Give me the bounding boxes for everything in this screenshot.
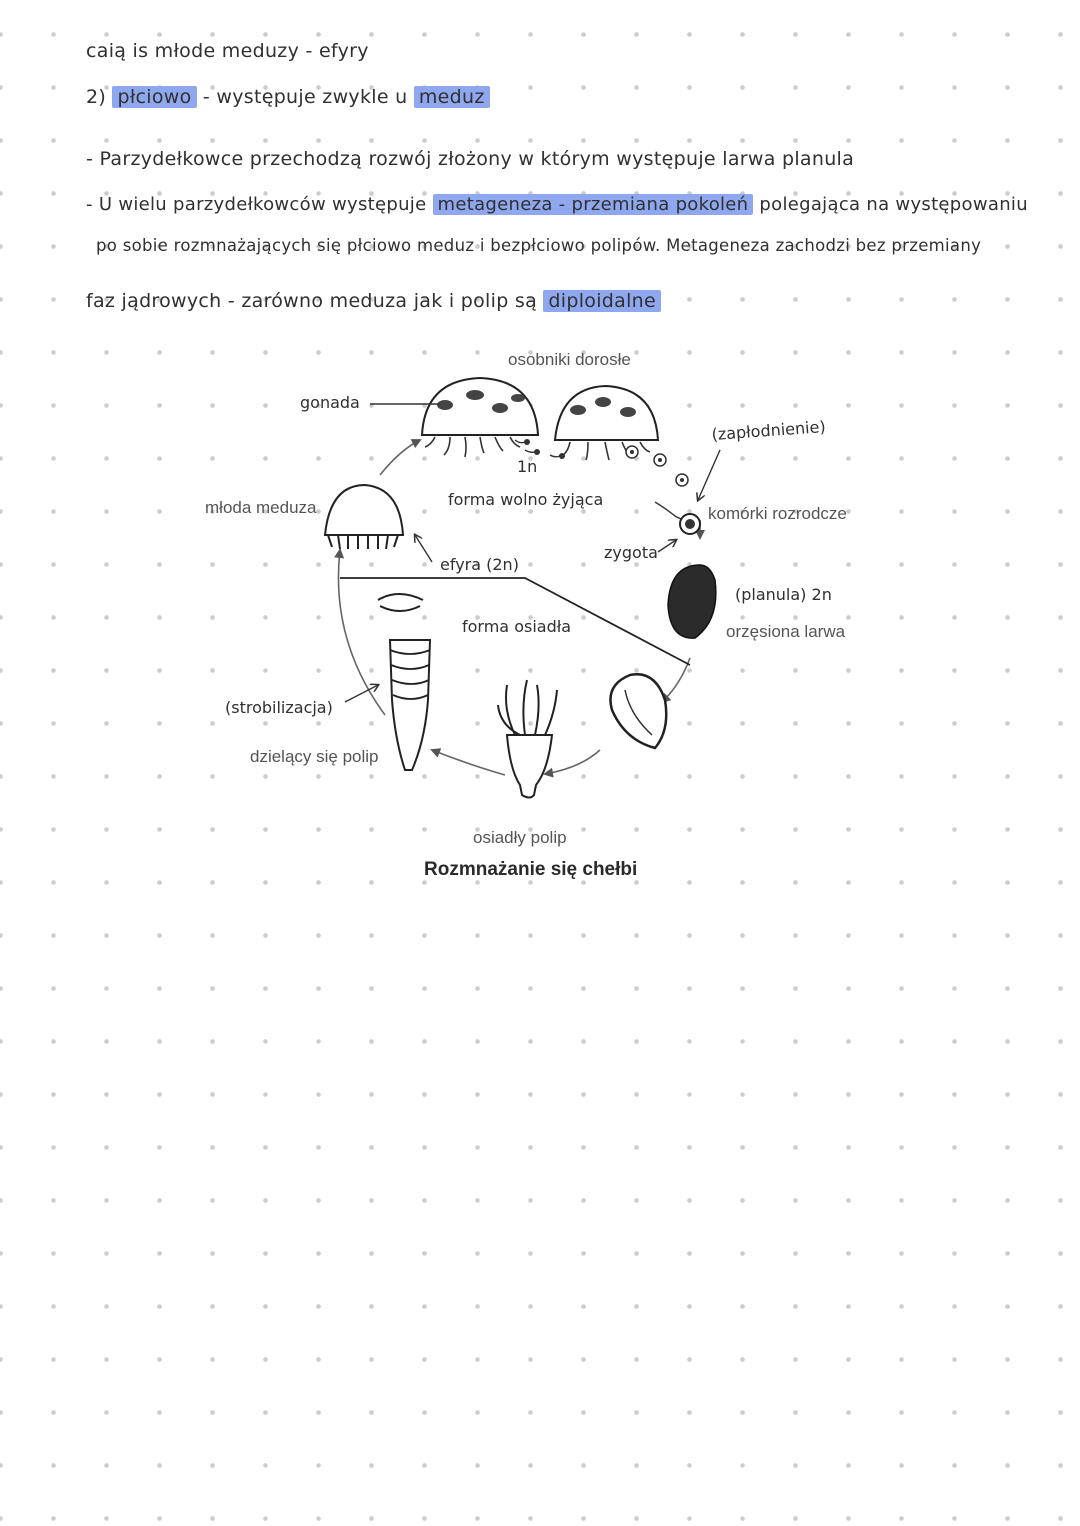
note-line-6-prefix: faz jądrowych - zarówno meduza jak i polip są [86,290,544,312]
note-line-2-prefix: 2) [86,86,113,108]
label-adults: osobniki dorosłe [508,350,631,369]
note-line-1 [86,40,1076,62]
young-medusa [325,485,403,549]
zygote-cell [655,502,700,534]
strobilating-polyp [378,594,430,770]
adult-medusa-2 [555,386,658,460]
note-line-4-prefix: - U wielu parzydełkowców występuje [86,194,433,215]
ephyra-pointer [415,535,432,562]
adult-medusa-1 [422,378,538,457]
gametes [515,439,688,486]
cycle-arrow-larva-down [662,658,690,702]
label-dividing-polyp: dzielący się polip [250,747,379,766]
note-line-2 [86,86,1076,108]
note-line-4-suffix: polegająca na występowaniu [753,194,1028,215]
hand-fertilization: (zapłodnienie) [710,417,827,444]
fertilization-pointer [698,450,720,500]
note-line-5 [96,236,1080,255]
note-line-5-text: po sobie rozmnażających się płciowo meduz i bezpłciowo polipów. Metageneza zachodzi bez przemiany [96,236,982,255]
note-line-1-text: caią is młode meduzy - efyry [86,40,369,62]
zygote-pointer [658,540,676,552]
strobilation-pointer [345,685,378,702]
life-cycle-diagram [200,340,860,890]
cycle-arrow-larva-to-polyp [545,750,600,774]
hand-sessile-form: forma osiadła [462,617,572,636]
label-ciliated-larva: orzęsiona larwa [726,622,846,641]
hand-strobilation: (strobilizacja) [225,698,333,717]
cycle-arrow-dividing-to-young [338,550,385,715]
hand-zygote: zygota [604,543,658,562]
hand-haploid: 1n [517,457,538,476]
sessile-polyp [498,680,557,798]
diagram-caption: Rozmnażanie się chełbi [424,859,638,880]
hand-ephyra: efyra (2n) [440,555,519,574]
label-sessile-polyp: osiadły polip [473,828,567,847]
hand-planula: (planula) 2n [735,585,832,604]
note-line-6 [86,290,1076,312]
note-line-4 [86,194,1076,215]
note-line-2-mid: - występuje zwykle u [196,86,414,108]
label-young-medusa: młoda meduza [205,498,317,517]
planula-larva [668,565,716,638]
settling-larva [610,674,666,748]
highlight-sexual: płciowo [112,86,196,108]
label-gametes: komórki rozrodcze [708,504,847,523]
cycle-arrow-young-to-adult [380,440,420,475]
highlight-metagenesis: metageneza - przemiana pokoleń [433,194,754,215]
note-line-3 [86,148,1076,170]
cycle-arrow-polyp-to-dividing [432,750,505,775]
highlight-medusae: meduz [414,86,490,108]
note-line-3-text: - Parzydełkowce przechodzą rozwój złożony w którym występuje larwa planula [86,148,855,170]
hand-gonad: gonada [300,393,360,412]
highlight-diploid: diploidalne [543,290,661,312]
hand-free-form: forma wolno żyjąca [448,490,604,509]
